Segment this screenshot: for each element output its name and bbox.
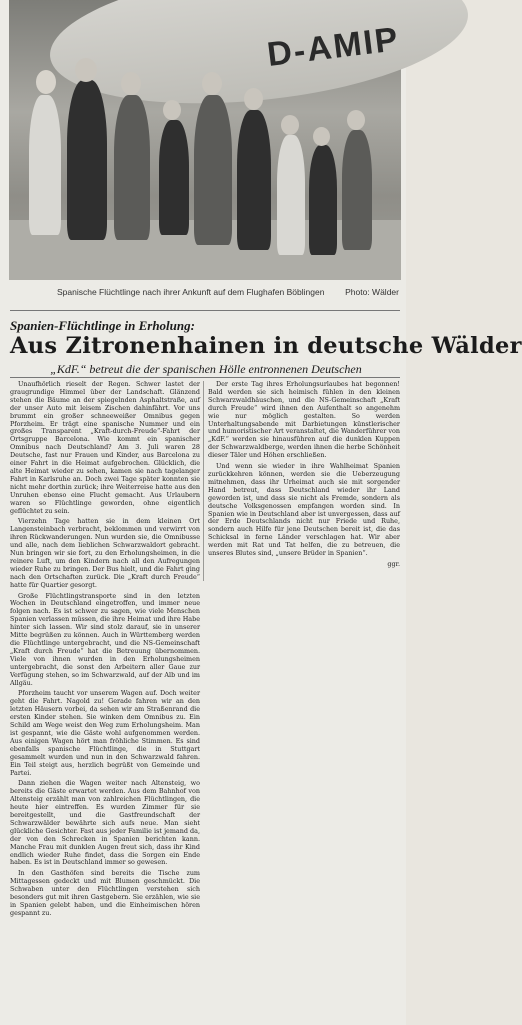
refugee-figure	[67, 80, 107, 240]
paragraph: Dann ziehen die Wagen weiter nach Altensteig, wo bereits die Gäste erwartet werden. Aus dem Bahnhof von Altensteig erzählt man von zahlreichen Flüchtlingen, die heute hier eintreffen. Es wurden Zimmer für sie bereitgestellt, und die Gastfreundschaft der Schwarzwälder bewährte sich aufs neue. Man sieht glückliche Gesichter. Fast aus jeder Familie ist jemand da, der von den Schrecken in Spanien berichten kann. Manche Frau mit dunklen Augen freut sich, dass ihr Kind endlich wieder Ruhe findet, dass die Sorgen ein Ende haben. Es ist in Deutschland immer so gewesen.	[10, 779, 200, 867]
refugee-figure	[114, 95, 150, 240]
refugee-head	[281, 115, 299, 135]
headline-rule	[10, 377, 400, 378]
refugee-figure	[159, 120, 189, 235]
top-rule	[10, 310, 400, 311]
refugee-head	[75, 58, 97, 82]
article-headline: Aus Zitronenhainen in deutsche Wälder	[10, 333, 522, 359]
refugee-head	[347, 110, 365, 130]
article-column-right	[208, 381, 400, 581]
refugee-figure	[309, 145, 337, 255]
refugee-head	[121, 72, 141, 95]
paragraph: Pforzheim taucht vor unserem Wagen auf. Doch weiter geht die Fahrt. Nagold zu! Gerade fahren wir an den letzten Häusern vorbei, da sehen wir am Straßenrand die ersten Kinder stehen. Sie winken dem Omnibus zu. Ein Schild am Wege weist den Weg zum Erholungsheim. Man ist gespannt, wie die Gäste wohl aufgenommen werden. Aus einigen Wagen hört man fröhliche Stimmen. Es sind ebenfalls spanische Flüchtlinge, die in Stuttgart gesammelt wurden und nun in den Schwarzwald fahren. Ein Teil steigt aus, herzlich begrüßt von Gemeinde und Partei.	[10, 689, 200, 777]
refugee-figure	[342, 130, 372, 250]
photo-credit: Photo: Wälder	[345, 287, 399, 297]
news-photo	[9, 0, 401, 280]
refugee-head	[202, 72, 222, 95]
aircraft-marking: D-AMIP	[265, 20, 402, 74]
refugee-figure	[194, 95, 232, 245]
article-column-left	[10, 381, 200, 1021]
refugee-figure	[237, 110, 271, 250]
article-kicker: Spanien-Flüchtlinge in Erholung:	[10, 318, 195, 333]
photo-caption	[9, 283, 401, 303]
refugee-figure	[29, 95, 61, 235]
article-deck: „KdF.“ betreut die der spanischen Hölle entronnenen Deutschen	[50, 362, 362, 376]
author-signature: ggr.	[387, 559, 400, 568]
caption-text: Spanische Flüchtlinge nach ihrer Ankunft auf dem Flughafen Böblingen	[57, 287, 325, 297]
paragraph: Unaufhörlich rieselt der Regen. Schwer lastet der graugrundige Himmel über der Landschaft. Glänzend stehen die Bäume an der spiegelnden Asphaltstraße, auf der unser Auto mit leisem Zischen dahinfährt. Vor uns brummt ein großer schneeweißer Omnibus gegen Pforzheim. Er trägt eine spanische Nummer und ein großes Transparent „Kraft-durch-Freude“-Fahrt der Ortsgruppe Barcelona. Wie kommt ein spanischer Omnibus nach Deutschland? Am 3. Juli waren 28 Deutsche, fast nur Frauen und Kinder, aus Barcelona zu einer Fahrt in die Heimat aufgebrochen. Glücklich, die alte Heimat wieder zu sehen, kamen sie nach tagelanger Fahrt in Karlsruhe an. Doch zwei Tage später konnten sie nicht mehr dorthin zurück; ihre Weiterreise hatte aus den Unruhen ebenso eine Flucht gemacht. Aus Urlaubern waren so Flüchtlinge geworden, ohne eigentlich geflüchtet zu sein.	[10, 380, 200, 515]
paragraph: Vierzehn Tage hatten sie in dem kleinen Ort Langensteinbach verbracht, beklommen und verwirrt von ihren Rückwanderungen. Nun wurden sie, die Omnibusse und alle, nach dem lieblichen Schwarzwaldort gebracht. Nun bringen wir sie fort, zu den Erholungsheimen, in die reinere Luft, um den Kindern nach all den Aufregungen wieder Ruhe zu bringen. Der Bus hielt, und die Fahrt ging nach den Ortschaften zurück. Die „Kraft durch Freude“ hatte für Quartier gesorgt.	[10, 517, 200, 589]
refugee-figure	[277, 135, 305, 255]
paragraph: Große Flüchtlingstransporte sind in den letzten Wochen in Deutschland eingetroffen, und immer neue folgen nach. Es ist schwer zu sagen, wie viele Menschen Spanien verlassen müssen, die ihre Heimat und ihre Habe hinter sich lassen. Wir sind stolz darauf, sie in unserer Mitte begrüßen zu können. Auch in Württemberg werden die Flüchtlinge untergebracht, und die NS-Gemeinschaft „Kraft durch Freude“ hat die Betreuung übernommen. Viele von ihnen wurden in den Erholungsheimen untergebracht, die sonst den Arbeitern aller Gaue zur Verfügung stehen, so im Schwarzwald, auf der Alb und im Allgäu.	[10, 591, 200, 687]
column-divider	[203, 381, 204, 581]
refugee-head	[313, 127, 330, 146]
paragraph: Und wenn sie wieder in ihre Wahlheimat Spanien zurückkehren können, werden sie die Ueberzeugung mitnehmen, dass ihr Urheimat auch sie mit sorgender Hand betreut, dass Deutschland wieder ihr Land geworden ist, und dass sie nicht als Fremde, sondern als deutsche Volksgenossen empfangen worden sind. In Spanien wie in Deutschland aber ist unvergessen, dass auf der Erde Deutschlands nicht nur Friede und Ruhe, sondern auch Hilfe für jene Deutschen bereit ist, die das Schicksal in ferne Länder verschlagen hat. Wir aber werden mit Rat und Tat helfen, die zu betreuen, die unseres Blutes sind, „unsere Brüder in Spanien“.	[208, 462, 400, 558]
paragraph: In den Gasthöfen sind bereits die Tische zum Mittagessen gedeckt und mit Blumen geschmückt. Die Schwaben unter den Flüchtlingen verstehen sich besonders gut mit ihren Gastgebern. Sie erzählen, wie sie in Spanien gelebt haben, und die Einheimischen hören gespannt zu.	[10, 869, 200, 917]
refugee-head	[244, 88, 263, 110]
refugee-head	[36, 70, 56, 94]
refugee-head	[163, 100, 181, 120]
paragraph: Der erste Tag ihres Erholungsurlaubes hat begonnen! Bald werden sie sich heimisch fühlen in den kleinen Schwarzwaldhäuschen, und die NS-Gemeinschaft „Kraft durch Freude“ wird ihnen den Aufenthalt so angenehm wie nur möglich gestalten. So werden Unterhaltungsabende mit Darbietungen künstlerischer und humoristischer Art veranstaltet, die Wanderführer von „KdF.“ werden sie hinausführen auf die dunklen Kuppen der Schwarzwaldberge, werden ihnen die herbe Schönheit dieser Täler und Höhen erschließen.	[208, 380, 400, 460]
